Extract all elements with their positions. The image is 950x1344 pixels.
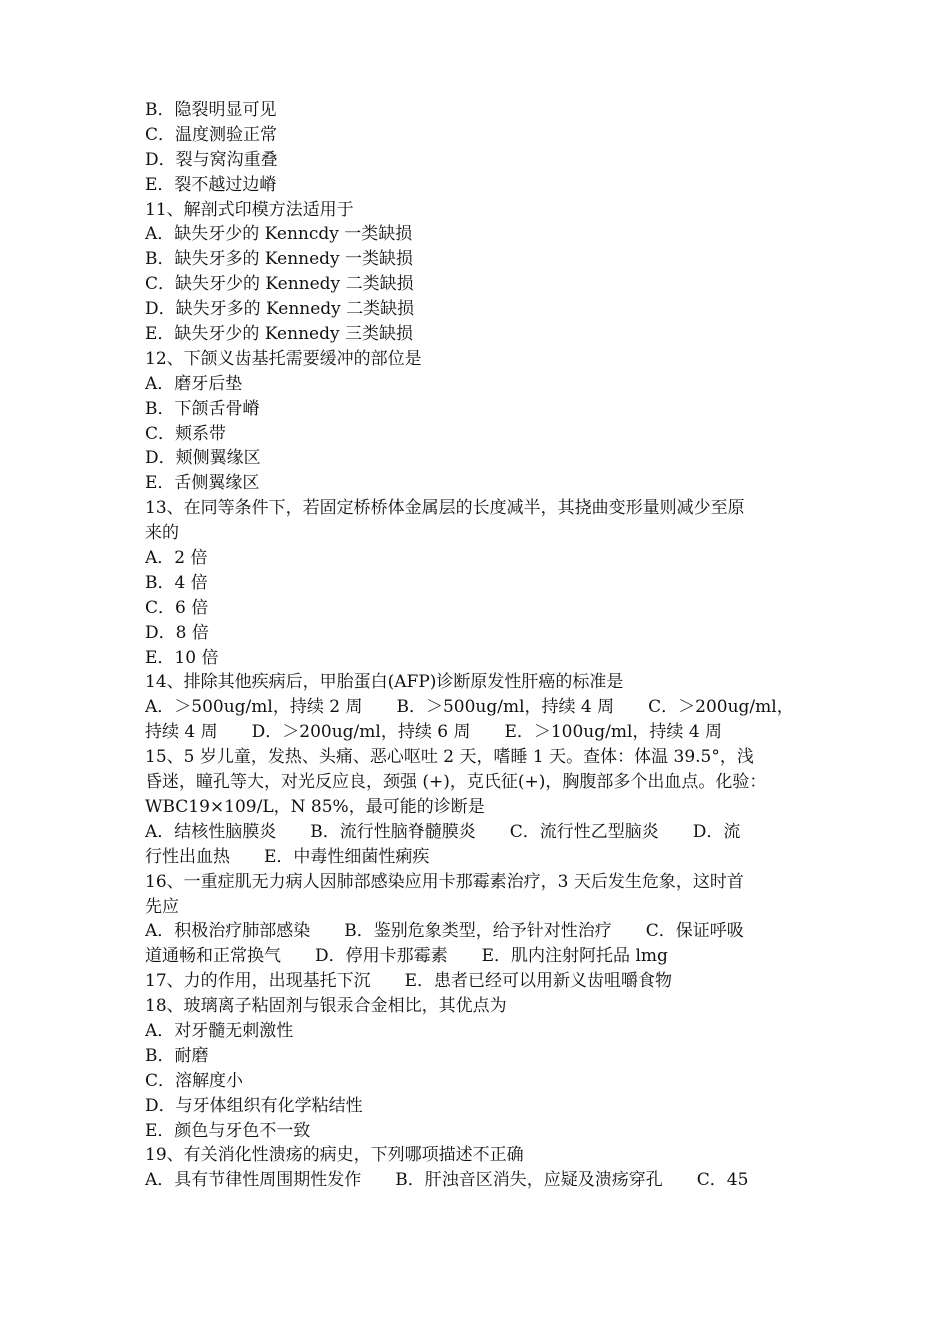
text-line: WBC19×109/L，N 85%，最可能的诊断是 <box>145 796 485 817</box>
text-line: A．2 倍 <box>145 548 208 569</box>
text-line: E．舌侧翼缘区 <box>145 473 260 494</box>
text-line: A．具有节律性周围期性发作 B．肝浊音区消失，应疑及溃疡穿孔 C．45 <box>145 1170 749 1191</box>
text-line: A．＞500ug/ml，持续 2 周 B．＞500ug/ml，持续 4 周 C．＞200ug/ml， <box>145 697 794 718</box>
text-line: 来的 <box>145 523 179 544</box>
question-line: 11、解剖式印模方法适用于 <box>145 199 354 220</box>
text-line: 持续 4 周 D．＞200ug/ml，持续 6 周 E．＞100ug/ml，持续 4 周 <box>145 722 723 743</box>
text-line: A．积极治疗肺部感染 B．鉴别危象类型，给予针对性治疗 C．保证呼吸 <box>145 921 744 942</box>
text-line: D．与牙体组织有化学粘结性 <box>145 1095 363 1116</box>
text-line: C．缺失牙少的 Kennedy 二类缺损 <box>145 274 414 295</box>
text-line: A．结核性脑膜炎 B．流行性脑脊髓膜炎 C．流行性乙型脑炎 D．流 <box>145 821 741 842</box>
document-body <box>145 98 810 1193</box>
question-line: 15、5 岁儿童，发热、头痛、恶心呕吐 2 天，嗜睡 1 天。查体：体温 39.5°，浅 <box>145 747 754 768</box>
text-line: B．耐磨 <box>145 1045 209 1066</box>
text-line: E．缺失牙少的 Kennedy 三类缺损 <box>145 324 413 345</box>
text-line: D．颊侧翼缘区 <box>145 448 261 469</box>
text-line: D．裂与窝沟重叠 <box>145 149 278 170</box>
question-line: 19、有关消化性溃疡的病史，下列哪项描述不正确 <box>145 1145 524 1166</box>
question-line: 12、下颌义齿基托需要缓冲的部位是 <box>145 348 422 369</box>
text-line: C．6 倍 <box>145 597 209 618</box>
question-line: 17、力的作用，出现基托下沉 E．患者已经可以用新义齿咀嚼食物 <box>145 971 673 992</box>
text-line: 道通畅和正常换气 D．停用卡那霉素 E．肌内注射阿托品 lmg <box>145 946 668 967</box>
text-line: A．磨牙后垫 <box>145 373 243 394</box>
text-line: D．8 倍 <box>145 622 209 643</box>
text-line: C．颊系带 <box>145 423 227 444</box>
text-line: A．缺失牙少的 Kenncdy 一类缺损 <box>145 224 413 245</box>
question-line: 16、一重症肌无力病人因肺部感染应用卡那霉素治疗，3 天后发生危象，这时首 <box>145 871 744 892</box>
text-line: D．缺失牙多的 Kennedy 二类缺损 <box>145 299 415 320</box>
question-line: 13、在同等条件下，若固定桥桥体金属层的长度减半，其挠曲变形量则减少至原 <box>145 498 745 519</box>
text-line: B．隐裂明显可见 <box>145 100 277 120</box>
text-line: B．4 倍 <box>145 572 208 593</box>
text-line: E．颜色与牙色不一致 <box>145 1120 311 1141</box>
question-line: 18、玻璃离子粘固剂与银汞合金相比，其优点为 <box>145 996 507 1017</box>
text-line: 昏迷，瞳孔等大，对光反应良，颈强 (+)，克氏征(+)，胸腹部多个出血点。化验： <box>145 772 767 793</box>
text-line: 行性出血热 E．中毒性细菌性痢疾 <box>145 846 430 867</box>
text-line: E．裂不越过边嵴 <box>145 174 277 195</box>
text-line: C．温度测验正常 <box>145 124 278 145</box>
text-line: 先应 <box>145 896 179 917</box>
text-line: B．下颌舌骨嵴 <box>145 398 260 419</box>
text-line: C．溶解度小 <box>145 1070 244 1091</box>
question-line: 14、排除其他疾病后，甲胎蛋白(AFP)诊断原发性肝癌的标准是 <box>145 672 624 693</box>
text-line: B．缺失牙多的 Kennedy 一类缺损 <box>145 249 414 270</box>
text-line: A．对牙髓无刺激性 <box>145 1020 294 1041</box>
text-line: E．10 倍 <box>145 647 219 668</box>
